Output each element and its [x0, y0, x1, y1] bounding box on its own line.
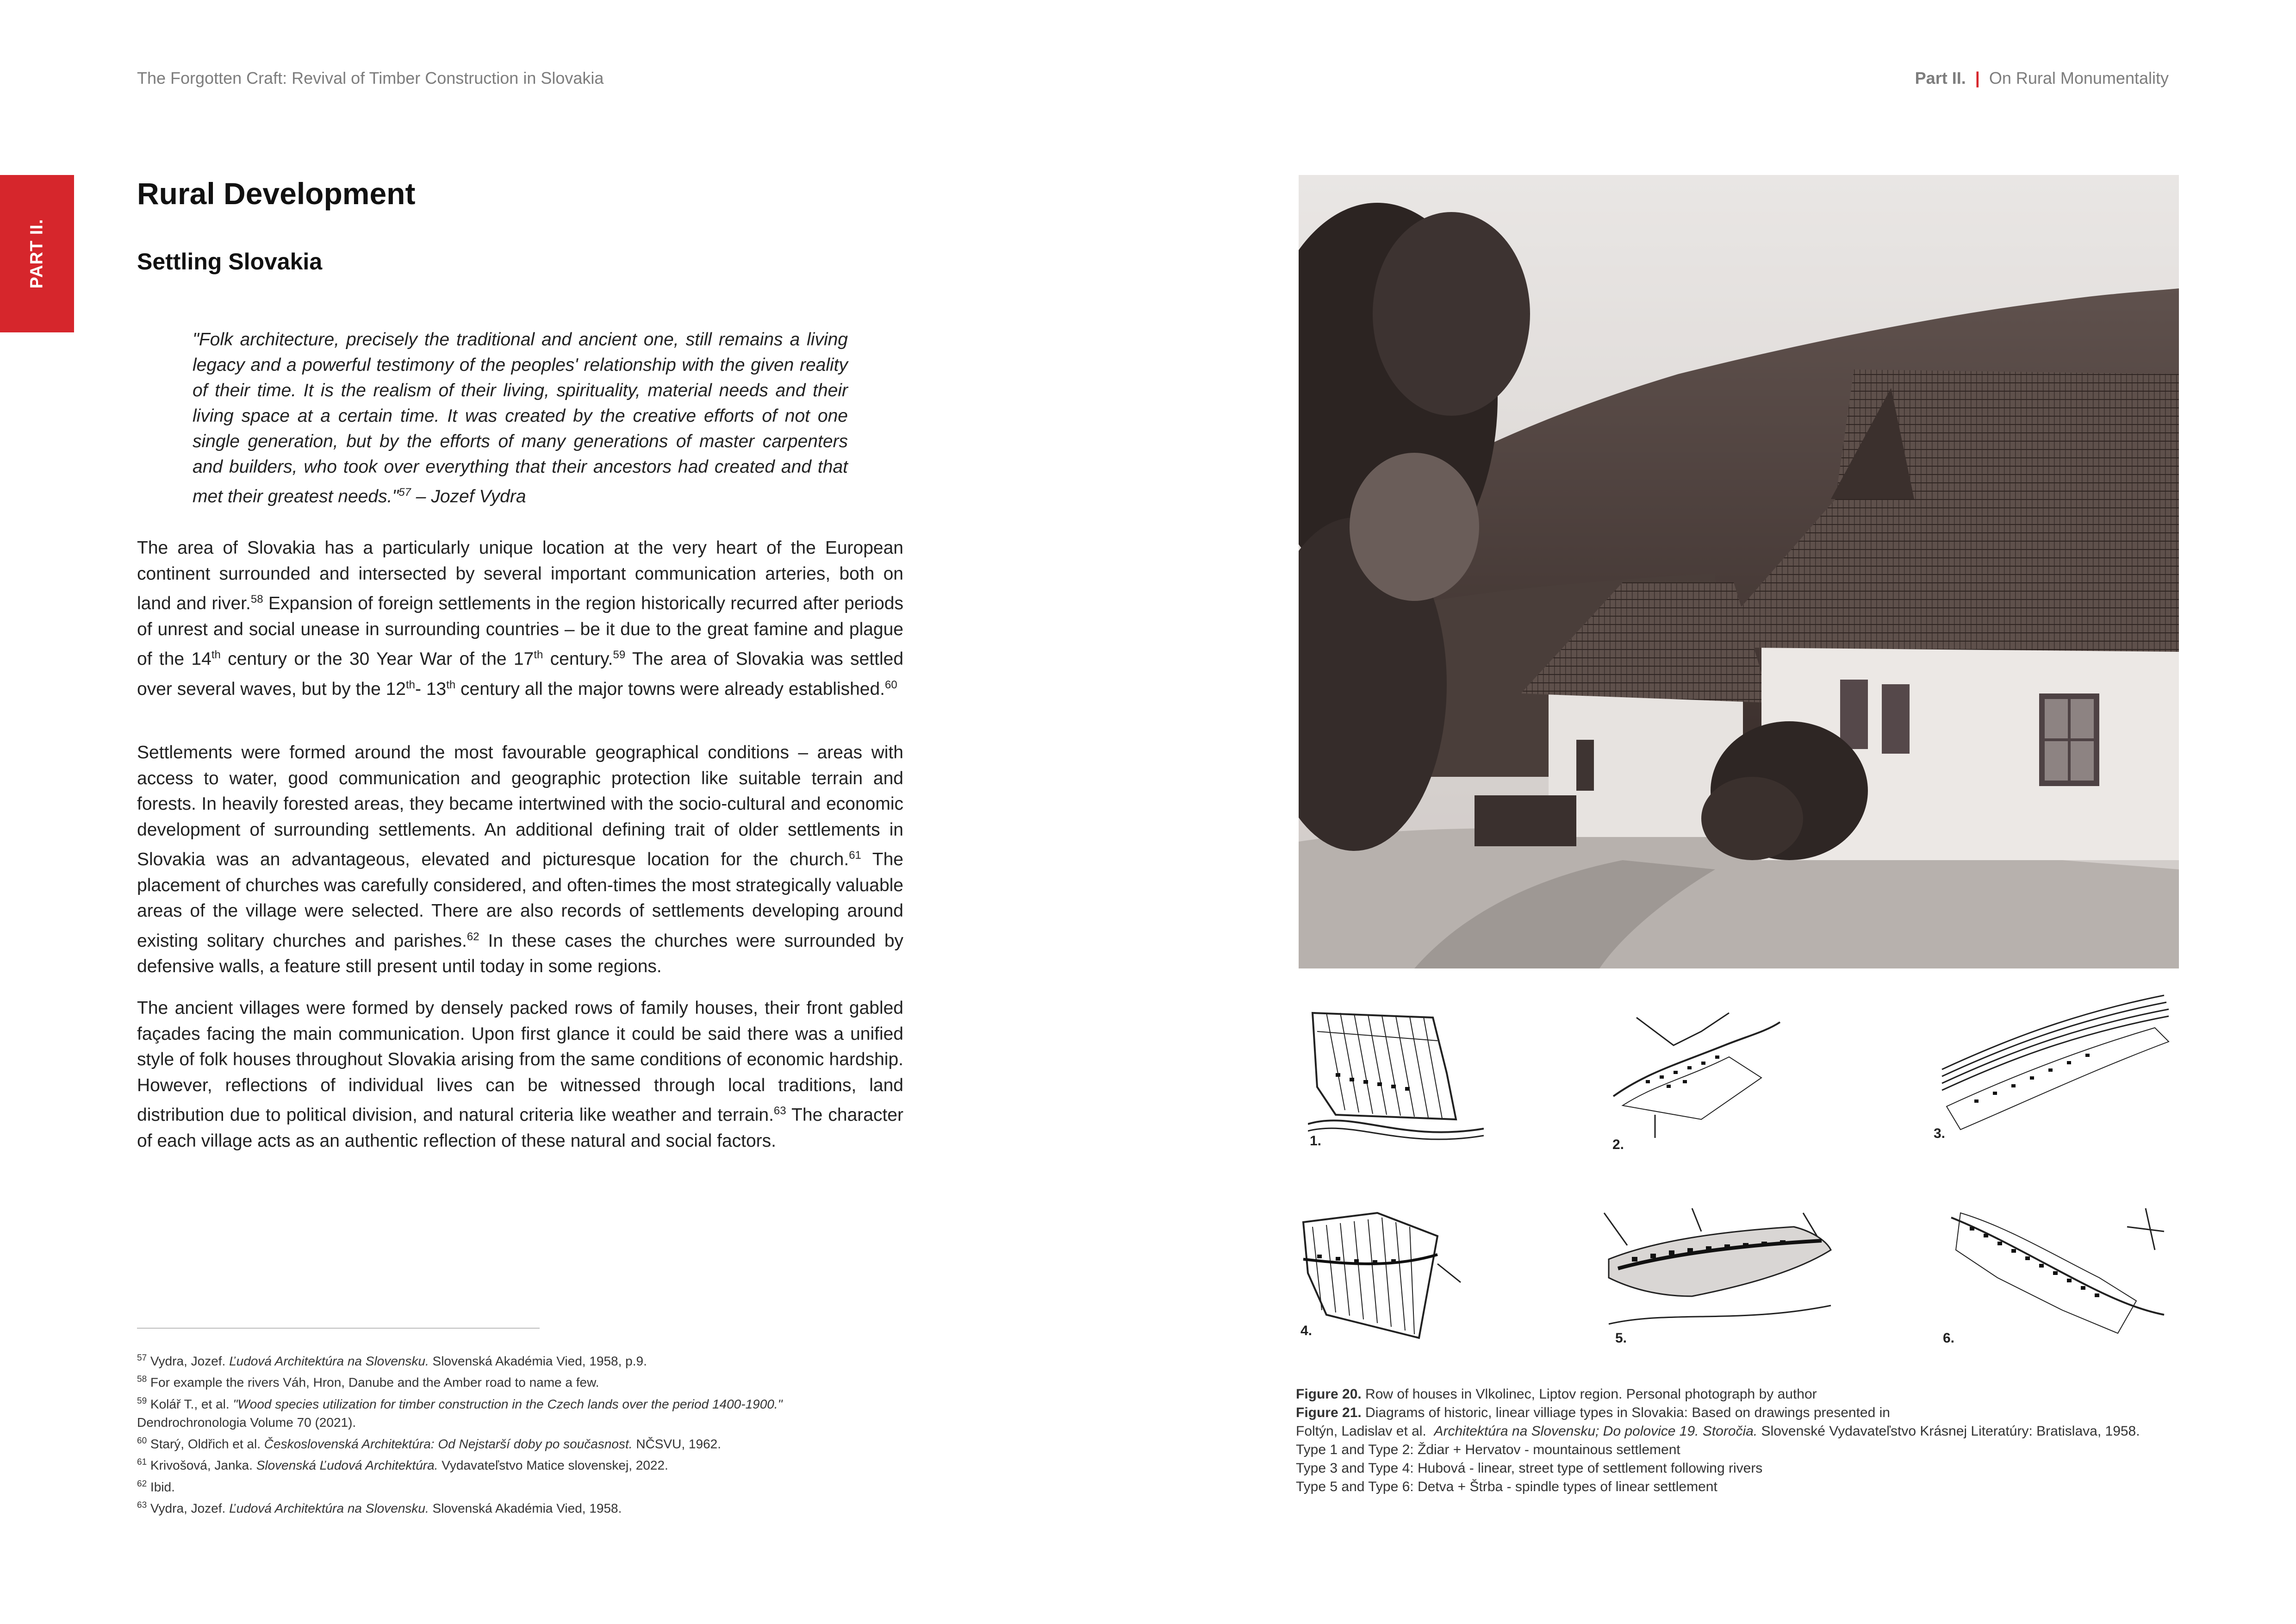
ordinal-sup: th: [405, 678, 415, 691]
quote-author: – Jozef Vydra: [411, 487, 526, 506]
footnote-title: Československá Architektúra: Od Nejstarší doby po současnost.: [264, 1437, 633, 1451]
section-subtitle: Settling Slovakia: [137, 249, 323, 275]
footnote-number: 60: [137, 1436, 147, 1446]
footnote-ref-61: 61: [849, 849, 861, 862]
para1-text-a: The area of Slovakia has a particularly unique location at the very heart of the European continent surrounded and intersected by several important communication arteries, both on land and river.: [137, 538, 903, 613]
ordinal-sup: th: [211, 649, 221, 661]
footnote-63: [137, 1496, 924, 1518]
footnote-57: [137, 1349, 924, 1370]
footnote-number: 61: [137, 1457, 147, 1468]
footnote-text: Slovenská Akadémia Vied, 1958.: [429, 1501, 622, 1516]
epigraph-quote: [193, 327, 848, 509]
quote-text: "Folk architecture, precisely the traditional and ancient one, still remains a living legacy and a powerful testimony of the peoples' relationship with the given reality of their time. It is the realism of their living, spirituality, material needs and their living space at a certain time. It was created by the creative efforts of not one single generation, but by the efforts of many generations of master carpenters and builders, who took over everything that their ancestors had created and that met their greatest needs.": [193, 330, 848, 506]
part-side-tab: [0, 175, 74, 332]
footnote-number: 63: [137, 1500, 147, 1510]
para3-text-a: The ancient villages were formed by densely packed rows of family houses, their front gabled façades facing the main communication. Upon first glance it could be said there was a unified style of folk houses throughout Slovakia arising from the same conditions of economic hardship. However, reflections of individual lives can be witnessed through local traditions, land distribution due to political division, and natural criteria like weather and terrain.: [137, 998, 903, 1125]
footnote-number: 58: [137, 1374, 147, 1385]
footnote-text: Vydavateľstvo Matice slovenskej, 2022.: [438, 1458, 668, 1473]
para3-text-b: The character of each village acts as an authentic reflection of these natural and social factors.: [137, 1105, 903, 1151]
body-paragraph-1: [137, 535, 903, 702]
diagram-number-4: 4.: [1300, 1323, 1313, 1338]
footnote-ref-58: 58: [250, 593, 263, 606]
footnote-title: "Wood species utilization for timber construction in the Czech lands over the period 1400-1900.": [233, 1396, 783, 1411]
para1-text-b: Expansion of foreign settlements in the region historically recurred after periods of unrest and social unease in surrounding countries – be it due to the great famine and plague of the 14: [137, 593, 903, 669]
footnote-text: Slovenská Akadémia Vied, 1958, p.9.: [429, 1354, 647, 1368]
village-diagram-type-6: [1942, 1199, 2173, 1352]
caption-type-5-6: Type 5 and Type 6: Detva + Štrba - spindle types of linear settlement: [1296, 1479, 1717, 1494]
header-separator: |: [1975, 69, 1980, 87]
figure-captions: [1296, 1385, 2198, 1496]
running-header-left: The Forgotten Craft: Revival of Timber Construction in Slovakia: [137, 69, 604, 87]
quote-footnote-ref: 57: [398, 486, 411, 499]
footnote-59-cont: [137, 1413, 924, 1432]
section-title: Rural Development: [137, 176, 416, 211]
footnote-58: [137, 1370, 924, 1392]
diagram-number-1: 1.: [1310, 1133, 1322, 1149]
caption-text: Diagrams of historic, linear villiage types in Slovakia: Based on drawings presented in: [1361, 1405, 1890, 1420]
diagram-number-3: 3.: [1934, 1126, 1946, 1141]
footnote-ref-63: 63: [773, 1105, 786, 1117]
footnotes: [137, 1349, 924, 1518]
para1-text-g: century all the major towns were already established.: [455, 679, 885, 699]
caption-type-1-2: Type 1 and Type 2: Ždiar + Hervatov - mountainous settlement: [1296, 1442, 1680, 1457]
header-section-title: On Rural Monumentality: [1989, 69, 2169, 87]
part-side-tab-label: PART II.: [27, 219, 47, 289]
village-diagram-type-3: [1933, 986, 2173, 1139]
village-diagram-type-1: [1308, 1004, 1484, 1143]
caption-figure-21: [1296, 1404, 2198, 1422]
footnote-ref-60: 60: [885, 678, 897, 691]
para1-text-c: century or the 30 Year War of the 17: [220, 649, 534, 669]
diagram-number-2: 2.: [1612, 1137, 1624, 1152]
footnote-text: Kolář T., et al.: [147, 1396, 233, 1411]
village-houses-photo: [1299, 175, 2179, 968]
para2-text-b: The placement of churches was carefully considered, and often-times the most strategically valuable areas of the village were selected. There are also records of settlements developing around existing solitary churches and parishes.: [137, 849, 903, 951]
footnote-number: 62: [137, 1479, 147, 1489]
footnote-61: [137, 1453, 924, 1474]
footnote-number: 59: [137, 1396, 147, 1406]
footnote-divider: [137, 1328, 540, 1329]
body-paragraph-2: [137, 740, 903, 980]
caption-label: Figure 21.: [1296, 1405, 1362, 1420]
caption-type-3-4: Type 3 and Type 4: Hubová - linear, street type of settlement following rivers: [1296, 1461, 1763, 1476]
footnote-text: Vydra, Jozef.: [147, 1501, 230, 1516]
para1-text-d: century.: [543, 649, 613, 669]
footnote-title: Slovenská Ľudová Architektúra.: [256, 1458, 438, 1473]
footnote-ref-59: 59: [613, 649, 626, 661]
para1-text-f: - 13: [415, 679, 447, 699]
caption-source: [1296, 1422, 2198, 1441]
footnote-text: NČSVU, 1962.: [632, 1437, 721, 1451]
running-header-right: [1915, 69, 2169, 88]
footnote-60: [137, 1432, 924, 1453]
caption-text: Row of houses in Vlkolinec, Liptov region. Personal photograph by author: [1361, 1387, 1817, 1402]
para1-text-e: The area of Slovakia was settled over several waves, but by the 12: [137, 649, 904, 699]
footnote-title: Ľudová Architektúra na Slovensku.: [229, 1501, 429, 1516]
caption-text: Slovenské Vydavateľstvo Krásnej Literatúry: Bratislava, 1958.: [1757, 1424, 2140, 1439]
diagram-number-6: 6.: [1943, 1330, 1955, 1346]
village-diagram-type-5: [1599, 1204, 1840, 1352]
village-diagram-type-4: [1299, 1208, 1475, 1347]
footnote-text: Dendrochronologia Volume 70 (2021).: [137, 1415, 356, 1430]
caption-source-title: Architektúra na Slovensku; Do polovice 19. Storočia.: [1434, 1424, 1758, 1439]
body-paragraph-3: [137, 995, 903, 1154]
footnote-text: Krivošová, Janka.: [147, 1458, 256, 1473]
ordinal-sup: th: [534, 649, 543, 661]
caption-text: Foltýn, Ladislav et al.: [1296, 1424, 1434, 1439]
footnote-text: Vydra, Jozef.: [147, 1354, 230, 1368]
footnote-title: Ľudová Architektúra na Slovensku.: [229, 1354, 429, 1368]
footnote-ref-62: 62: [467, 930, 479, 943]
ordinal-sup: th: [446, 678, 456, 691]
caption-figure-20: [1296, 1385, 2198, 1404]
footnote-text: Ibid.: [147, 1479, 175, 1494]
footnote-number: 57: [137, 1353, 147, 1363]
footnote-text: For example the rivers Váh, Hron, Danube and the Amber road to name a few.: [147, 1375, 599, 1390]
footnote-text: Starý, Oldřich et al.: [147, 1437, 264, 1451]
para2-text-a: Settlements were formed around the most favourable geographical conditions – areas with access to water, good communication and geographic protection like suitable terrain and forests. In heavily forested areas, they became intertwined with the socio-cultural and economic development of surrounding settlements. An additional defining trait of older settlements in Slovakia was an advantageous, elevated and picturesque location for the church.: [137, 743, 903, 869]
footnote-59: [137, 1392, 924, 1413]
caption-label: Figure 20.: [1296, 1387, 1362, 1402]
footnote-62: [137, 1475, 924, 1496]
diagram-number-5: 5.: [1615, 1330, 1627, 1346]
village-diagram-type-2: [1609, 1004, 1785, 1143]
para2-text-c: In these cases the churches were surrounded by defensive walls, a feature still present until today in some regions.: [137, 931, 904, 976]
header-part-label: Part II.: [1915, 69, 1966, 87]
